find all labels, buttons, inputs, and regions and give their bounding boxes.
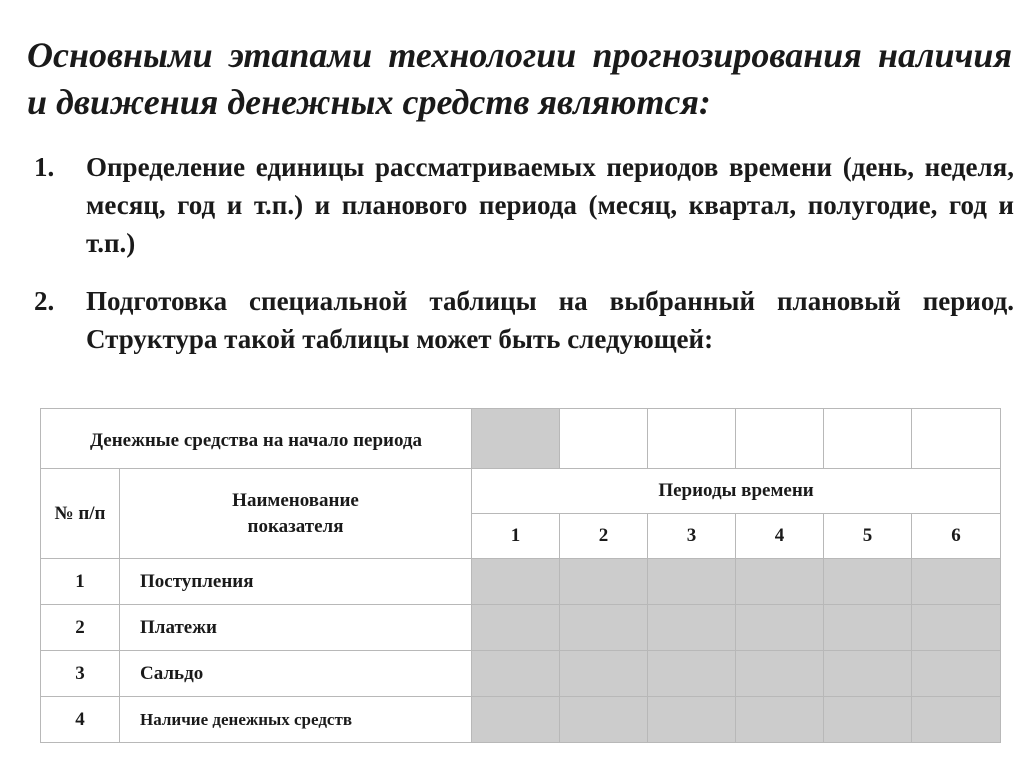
- opening-balance-row: [41, 409, 1001, 469]
- step-number: 1.: [34, 152, 55, 182]
- row-name: Сальдо: [120, 651, 472, 697]
- col-name-header: Наименование показателя: [120, 469, 472, 559]
- value-cell: [824, 559, 912, 605]
- value-cell: [736, 651, 824, 697]
- period-number: 5: [824, 514, 912, 559]
- step-number: 2.: [34, 286, 55, 316]
- row-name: Наличие денежных средств: [120, 697, 472, 743]
- value-cell: [824, 697, 912, 743]
- opening-balance-cell: [472, 409, 560, 469]
- step-text: Определение единицы рассматриваемых периодов времени (день, неделя, месяц, год и т.п.) и планового периода (месяц, квартал, полугодие, год и т.п.): [86, 152, 1014, 258]
- step-item: [34, 148, 1014, 262]
- value-cell: [560, 697, 648, 743]
- col-num-header: № п/п: [41, 469, 120, 559]
- opening-balance-label: Денежные средства на начало периода: [89, 429, 423, 451]
- value-cell: [736, 605, 824, 651]
- step-item: [34, 282, 1014, 358]
- step-text: Подготовка специальной таблицы на выбранный плановый период. Структура такой таблицы может быть следующей:: [86, 286, 1014, 354]
- value-cell: [472, 697, 560, 743]
- table-row: [41, 651, 1001, 697]
- opening-balance-cell: [736, 409, 824, 469]
- row-number: 3: [41, 651, 120, 697]
- value-cell: [648, 559, 736, 605]
- header-row: [41, 469, 1001, 514]
- period-number: 6: [912, 514, 1001, 559]
- value-cell: [648, 605, 736, 651]
- value-cell: [824, 651, 912, 697]
- value-cell: [472, 651, 560, 697]
- value-cell: [736, 559, 824, 605]
- value-cell: [736, 697, 824, 743]
- value-cell: [912, 651, 1001, 697]
- table-row: [41, 697, 1001, 743]
- periods-header: Периоды времени: [472, 469, 1001, 514]
- value-cell: [472, 605, 560, 651]
- row-number: 1: [41, 559, 120, 605]
- opening-balance-cell: [560, 409, 648, 469]
- opening-balance-cell: [648, 409, 736, 469]
- value-cell: [912, 559, 1001, 605]
- value-cell: [560, 651, 648, 697]
- opening-balance-cell: [912, 409, 1001, 469]
- value-cell: [824, 605, 912, 651]
- row-name: Платежи: [120, 605, 472, 651]
- table-row: [41, 605, 1001, 651]
- opening-balance-cell: [824, 409, 912, 469]
- value-cell: [912, 697, 1001, 743]
- steps-list: [34, 148, 1014, 358]
- opening-balance-label-cell: [41, 409, 472, 469]
- value-cell: [472, 559, 560, 605]
- period-number: 4: [736, 514, 824, 559]
- value-cell: [560, 559, 648, 605]
- period-number: 3: [648, 514, 736, 559]
- row-name: Поступления: [120, 559, 472, 605]
- cashflow-table: [40, 408, 1001, 743]
- value-cell: [648, 651, 736, 697]
- value-cell: [912, 605, 1001, 651]
- value-cell: [560, 605, 648, 651]
- table-row: [41, 559, 1001, 605]
- value-cell: [648, 697, 736, 743]
- slide-title: Основными этапами технологии прогнозирования наличия и движения денежных средств являются:: [27, 35, 1012, 122]
- period-number: 1: [472, 514, 560, 559]
- row-number: 4: [41, 697, 120, 743]
- period-number: 2: [560, 514, 648, 559]
- row-number: 2: [41, 605, 120, 651]
